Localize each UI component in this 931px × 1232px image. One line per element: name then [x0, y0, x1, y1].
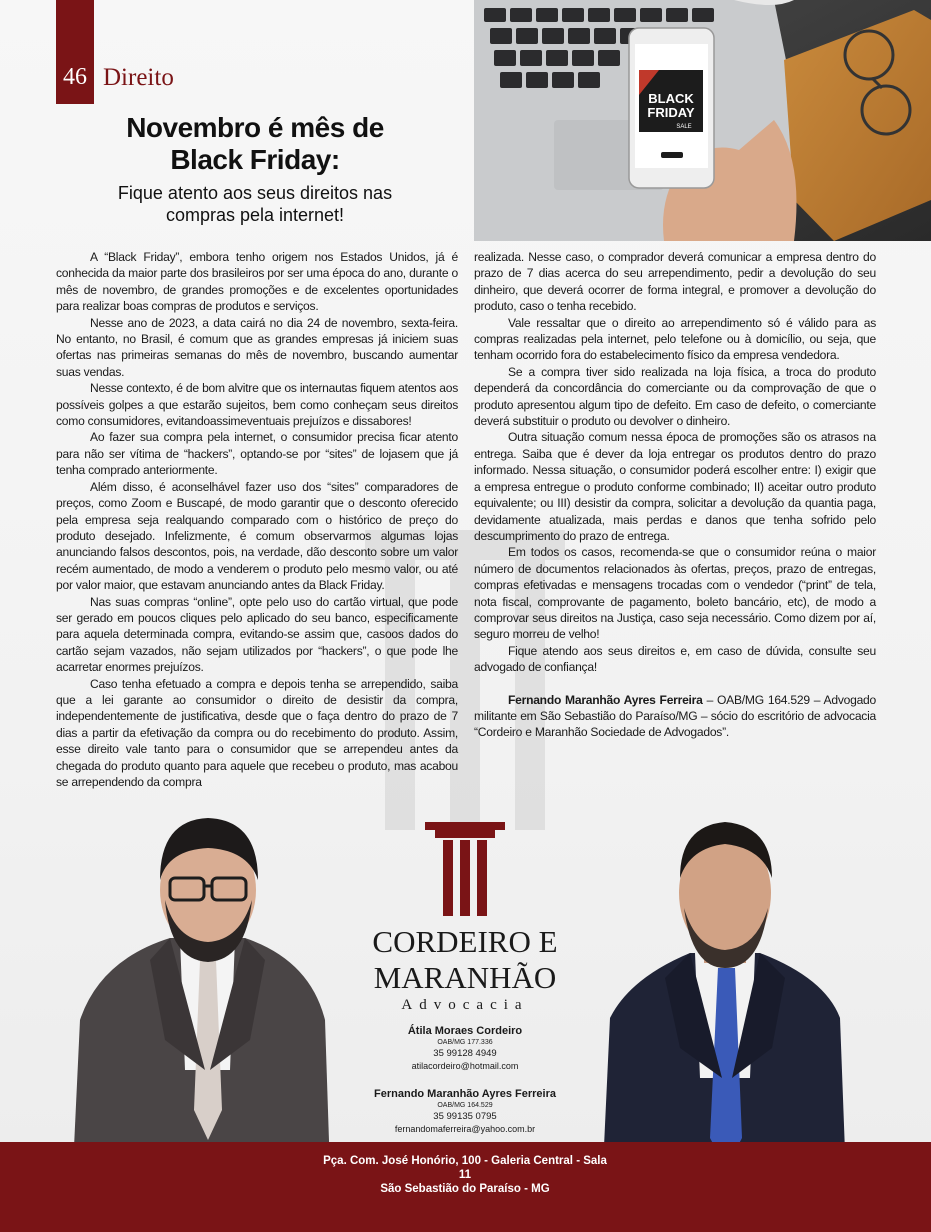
paragraph: Ao fazer sua compra pela internet, o consumidor precisa ficar atento para não ser vítima de “hackers”, optando-se por “sites” de lojasem que já tenha comprado anteriormente. — [56, 430, 458, 478]
article-title-line1: Novembro é mês de — [126, 112, 384, 143]
contact-name: Átila Moraes Cordeiro — [407, 1025, 523, 1037]
logo-subtitle: Advocacia — [401, 997, 529, 1013]
article-subtitle — [100, 182, 410, 226]
contact-phone[interactable]: 35 99128 4949 — [433, 1048, 497, 1059]
paragraph: Outra situação comum nessa época de promoções são os atrasos na entrega. Saiba que é dever da loja entregar os produtos dentro do prazo informado. Nessa situação, o consumidor poderá escolher entre: I) exigir que a empresa entregue o produto conforme combinado; II) aceitar outro produto equivalente; ou III) desistir da compra, solicitar a devolução da quantia paga, devidamente atualizada, mais perdas e danos que tenha sofrido pelo descumprimento do prazo de entrega. — [474, 430, 876, 543]
contact-card — [360, 1024, 570, 1072]
paragraph: Nesse ano de 2023, a data cairá no dia 24 de novembro, sexta-feira. No entanto, no Brasil, é comum que as grandes empresas já iniciem suas ofertas nas primeiras semanas do mês de novembro, buscando aumentar suas vendas. — [56, 315, 458, 379]
logo-text-line2: MARANHÃO — [373, 960, 557, 995]
author-name: Fernando Maranhão Ayres Ferreira — [508, 692, 703, 707]
paragraph: A “Black Friday”, embora tenho origem nos Estados Unidos, já é conhecida da maior parte dos brasileiros por ser uma época do ano, durante o mês de novembro, de grandes promoções e de excelentes oportunidades para realizar boas compras de produtos e serviços. — [56, 250, 458, 314]
article-title-line2: Black Friday: — [170, 144, 340, 175]
article-column-right — [474, 249, 876, 741]
contact-phone[interactable]: 35 99135 0795 — [433, 1111, 497, 1122]
paragraph: Se a compra tiver sido realizada na loja física, a troca do produto dependerá da concordância do comerciante ou da comprovação de que o produto apresentou algum tipo de defeito. Em caso de defeito, o comerciante deverá substituir o produto ou devolver o dinheiro. — [474, 364, 876, 429]
hero-photo — [474, 0, 931, 241]
phone-text-3: SALE — [676, 124, 692, 130]
phone-text-1: BLACK — [648, 91, 694, 106]
contact-oab: OAB/MG 164.529 — [437, 1102, 493, 1109]
article-subtitle-line2: compras pela internet! — [165, 205, 345, 225]
hero-illustration — [474, 0, 931, 241]
footer-address — [320, 1154, 610, 1196]
paragraph: Vale ressaltar que o direito ao arrependimento só é válido para as compras realizadas pela internet, pelo telefone ou à domicílio, ou seja, que tenham ocorrido fora do estabelecimento físico da empresa vendedora. — [474, 315, 876, 363]
contact-email[interactable]: atilacordeiro@hotmail.com — [411, 1061, 519, 1071]
contact-email[interactable]: fernandomaferreira@yahoo.com.br — [394, 1124, 536, 1134]
logo-text-line1: CORDEIRO E — [372, 924, 558, 959]
footer-address-line2: São Sebastião do Paraíso - MG — [380, 1183, 550, 1195]
author-bio: – OAB/MG 164.529 – Advogado militante em São Sebastião do Paraíso/MG – sócio do escritório de advocacia “Cordeiro e Maranhão Sociedade de Advogados”. — [474, 692, 876, 740]
footer-address-line1: Pça. Com. José Honório, 100 - Galeria Central - Sala 11 — [323, 1155, 607, 1181]
paragraph-continuation: realizada. Nesse caso, o comprador deverá comunicar a empresa dentro do prazo de 7 dias acerca do seu arrependimento, pedir a devolução do seu dinheiro, que deverá ocorrer de forma integral, e promover a devolução do produto, caso o tenha recebido. — [474, 250, 876, 314]
logo-pillar-icon — [423, 818, 507, 918]
paragraph: Nesse contexto, é de bom alvitre que os internautas fiquem atentos aos possíveis golpes a que estarão sujeitos, bem como conheçam seus direitos como consumidores, evitandoassimeventuais prejuízos e dissabores! — [56, 381, 458, 429]
article-column-left — [56, 249, 458, 790]
author-signature — [474, 692, 876, 741]
page-number: 46 — [63, 64, 87, 90]
contact-name: Fernando Maranhão Ayres Ferreira — [374, 1088, 556, 1100]
contact-card — [360, 1087, 570, 1135]
contact-oab: OAB/MG 177.336 — [437, 1039, 493, 1046]
paragraph: Caso tenha efetuado a compra e depois tenha se arrependido, saiba que a lei garante ao consumidor o direito de desistir da compra, independentemente de justificativa, desde que o faça dentro do prazo de 7 dias a partir da efetivação da compra ou do recebimento do produto. Assim, esse direito vale tanto para o consumidor que se arrependeu antes da chegada do produto quanto para aquele que recebeu o produto, mas acabou se arrependendo da compra — [56, 676, 458, 789]
paragraph: Nas suas compras “online”, opte pelo uso do cartão virtual, que pode ser gerado em poucos cliques pelo aplicado do seu banco, especificamente para aquela determinada compra, evitando-se assim que, casoos dados do cartão sejam vazados, não sejam utilizados por “hackers”, o que pode lhe acarretar enormes prejuízos. — [56, 594, 458, 675]
paragraph: Fique atendo aos seus direitos e, em caso de dúvida, consulte seu advogado de confiança! — [474, 643, 876, 675]
phone-text-2: FRIDAY — [647, 105, 695, 120]
paragraph: Em todos os casos, recomenda-se que o consumidor reúna o maior número de documentos relacionados às ofertas, preços, prazo de entregas, compras efetivadas e mensagens trocadas com o vendedor (“print” de tela, nota fiscal, comprovante de pagamento, boleto bancário, etc), de modo a comprovar seus direitos na Justiça, caso seja necessário. Como dizem por aí, seguro morreu de velho! — [474, 545, 876, 642]
section-name: Direito — [103, 64, 174, 91]
article-subtitle-line1: Fique atento aos seus direitos nas — [117, 183, 393, 203]
paragraph: Além disso, é aconselhável fazer uso dos “sites” comparadores de preços, como Zoom e Buscapé, de modo garantir que o desconto oferecido pela empresa seja realquando comparado com o histórico de preço do produto desejado. Infelizmente, é comum observarmos algumas lojas anunciando falsos descontos, pois, na verdade, dão desconto sobre um valor recém aumentado, de modo a venderem o produto pelo mesmo valor, ou até por valor maior, que estavam anunciando antes da Black Friday. — [56, 479, 458, 593]
article-title — [100, 112, 410, 176]
